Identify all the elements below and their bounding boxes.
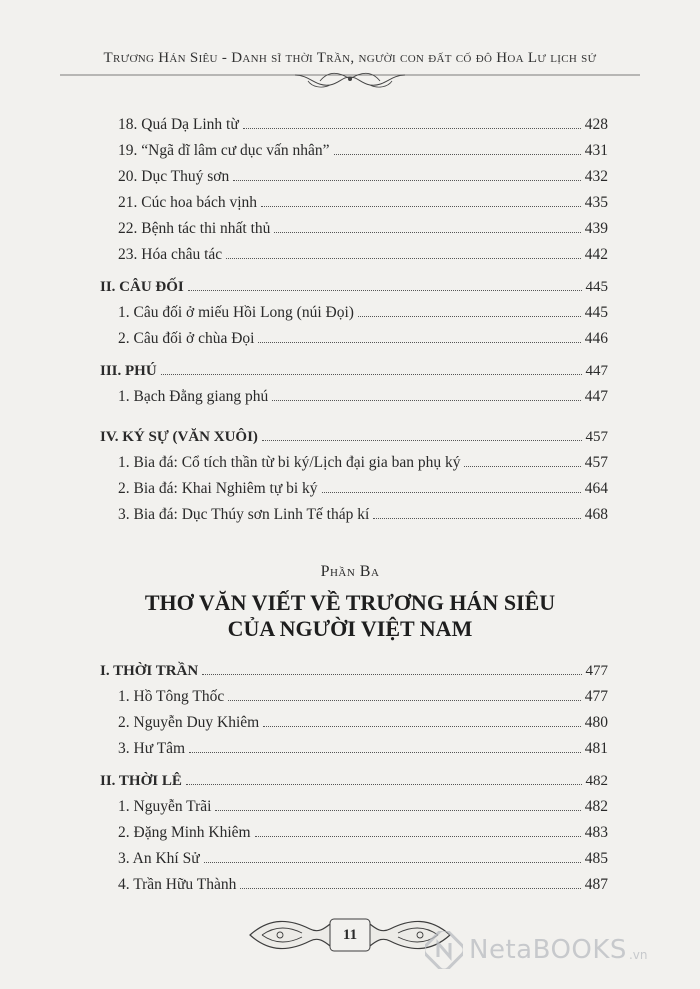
toc-page-number: 487 [584,876,608,893]
toc-entry-title: II. THỜI LÊ [100,773,182,789]
page-number: 11 [342,927,358,943]
toc-page-number: 477 [585,663,608,679]
toc-entry-row [118,162,608,186]
toc-entry-row [118,110,608,134]
toc-entry-title: I. THỜI TRẦN [100,663,199,679]
toc-entry-title: 2. Nguyễn Duy Khiêm [118,714,260,731]
dot-leader [263,726,581,727]
toc-entry-row [118,734,608,758]
toc-entry-title: 19. “Ngã dĩ lâm cư dục vấn nhân” [118,142,330,159]
dot-leader [240,888,580,889]
toc-page-number: 445 [584,304,608,321]
toc-page-number: 482 [584,798,608,815]
toc-entry-row [118,136,608,160]
dot-leader [233,180,581,181]
toc-entry-title: III. PHÚ [100,363,157,379]
toc-entry-title: 20. Dục Thuý sơn [118,168,230,185]
toc-page-number: 446 [584,330,608,347]
toc-entry-row [118,818,608,842]
toc-entry-row [118,448,608,472]
toc-entry-title: 1. Hồ Tông Thốc [118,688,225,705]
toc-entry-title: 23. Hóa châu tác [118,246,223,263]
toc-entry-title: 2. Bia đá: Khai Nghiêm tự bi ký [118,480,318,497]
dot-leader [215,810,580,811]
header-flourish-ornament [60,67,640,91]
toc-entry-row [118,708,608,732]
dot-leader [373,518,580,519]
toc-page-number: 439 [584,220,608,237]
toc-page-number: 457 [584,454,608,471]
toc-entry-title: 1. Nguyễn Trãi [118,798,212,815]
netabooks-watermark [425,928,647,972]
dot-leader [272,400,581,401]
toc-entry-row [118,792,608,816]
toc-entry-row [118,500,608,524]
dot-leader [255,836,581,837]
toc-entry-row [118,682,608,706]
toc-page-number: 442 [584,246,608,263]
dot-leader [188,290,582,291]
toc-entry-row [118,474,608,498]
toc-section-row [100,356,608,380]
toc-page-number: 482 [585,773,608,789]
dot-leader [186,784,582,785]
toc-entry-title: 18. Quá Dạ Linh từ [118,116,239,133]
netabooks-logo-icon [425,931,463,969]
toc-entry-title: 21. Cúc hoa bách vịnh [118,194,258,211]
dot-leader [204,862,581,863]
toc-page-number: 477 [584,688,608,705]
toc-entry-title: 4. Trần Hữu Thành [118,876,237,893]
toc-entry-title: 1. Bạch Đằng giang phú [118,388,269,405]
toc-entry-title: 1. Câu đối ở miếu Hồi Long (núi Đọi) [118,304,354,321]
dot-leader [464,466,580,467]
dot-leader [258,342,580,343]
dot-leader [274,232,580,233]
dot-leader [189,752,581,753]
dot-leader [228,700,581,701]
toc-page-number: 435 [584,194,608,211]
toc-entry-title: 3. Bia đá: Dục Thúy sơn Linh Tế tháp kí [118,506,370,523]
toc-page-number: 464 [584,480,608,497]
toc-page-number: 428 [584,116,608,133]
toc-page-number: 480 [584,714,608,731]
toc-entry-row [118,298,608,322]
toc-section-row [100,656,608,680]
toc-page-number: 447 [585,363,608,379]
toc-entry-row [118,382,608,406]
toc-entry-title: 1. Bia đá: Cổ tích thần từ bi ký/Lịch đại gia ban phụ ký [118,454,461,471]
dot-leader [262,440,582,441]
toc-section-row [100,766,608,790]
dot-leader [334,154,581,155]
part-title-line-2: CỦA NGƯỜI VIỆT NAM [227,616,473,641]
toc-page-number: 431 [584,142,608,159]
toc-section-row [100,422,608,446]
toc-page-number: 468 [584,506,608,523]
dot-leader [322,492,581,493]
toc-entry-title: II. CÂU ĐỐI [100,279,184,295]
dot-leader [202,674,581,675]
toc-entry-title: 3. Hư Tâm [118,740,186,757]
toc-section-row [100,272,608,296]
toc-page-number: 457 [585,429,608,445]
dot-leader [261,206,581,207]
dot-leader [358,316,581,317]
part-kicker: Phần Ba [320,563,380,580]
toc-entry-title: 3. An Khí Sử [118,850,200,867]
toc-page-number: 445 [585,279,608,295]
dot-leader [161,374,582,375]
toc-entry-row [118,188,608,212]
toc-entry-title: 22. Bệnh tác thi nhất thủ [118,220,271,237]
toc-page-number: 483 [584,824,608,841]
toc-entry-row [118,324,608,348]
toc-entry-title: 2. Câu đối ở chùa Đọi [118,330,255,347]
toc-entry-row [118,844,608,868]
toc-entry-row [118,870,608,894]
dot-leader [243,128,581,129]
part-title-line-1: THƠ VĂN VIẾT VỀ TRƯƠNG HÁN SIÊU [144,590,556,615]
watermark-brand: NetaBOOKS [469,935,627,965]
toc-page-number: 432 [584,168,608,185]
toc-page-number: 447 [584,388,608,405]
toc-entry-row [118,240,608,264]
toc-entry-row [118,214,608,238]
watermark-suffix: .vn [628,948,648,962]
toc-entry-title: IV. KÝ SỰ (VĂN XUÔI) [100,429,258,445]
running-header: Trương Hán Siêu - Danh sĩ thời Trần, người con đất cố đô Hoa Lư lịch sử [103,50,597,66]
toc-page-number: 485 [584,850,608,867]
dot-leader [226,258,581,259]
toc-page-number: 481 [584,740,608,757]
toc-entry-title: 2. Đặng Minh Khiêm [118,824,251,841]
